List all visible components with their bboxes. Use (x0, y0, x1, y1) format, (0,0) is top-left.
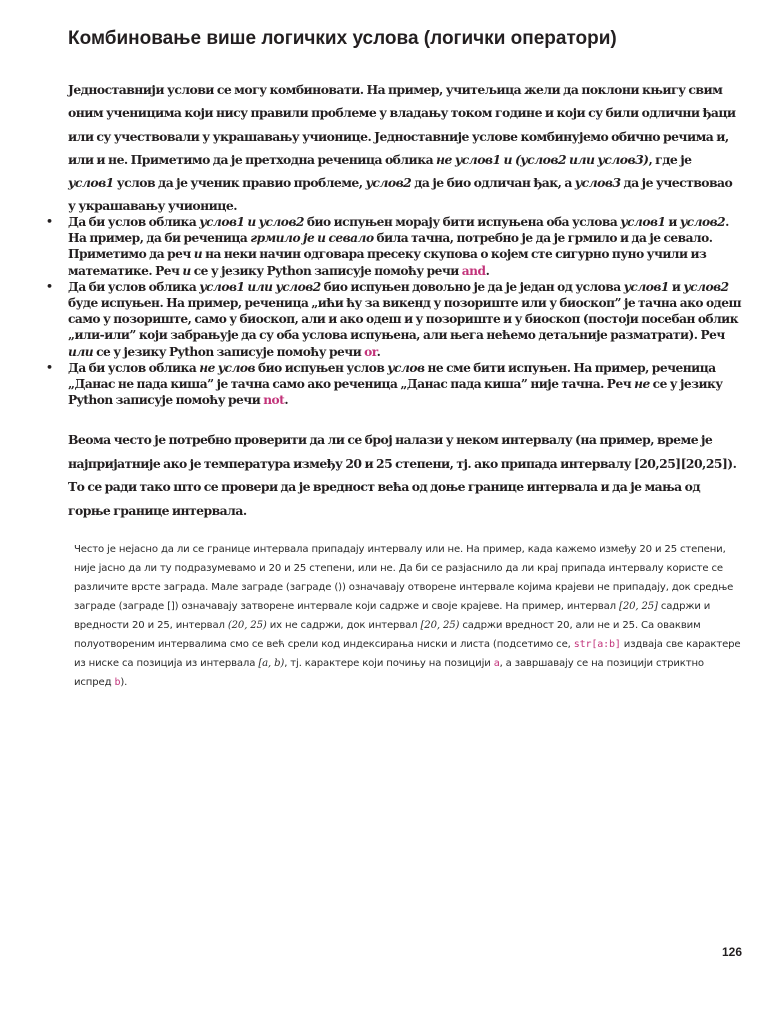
item-text: био испуњен морају бити испуњена оба услова (303, 215, 621, 229)
note-text: садржи и вредности 20 и 25, интервал (74, 601, 711, 631)
note-text: их не садржи, док интервал (266, 620, 421, 631)
item-text: и (665, 215, 680, 229)
python-keyword-and: and (461, 263, 486, 278)
inline-code: a (493, 658, 500, 669)
item-text: . (376, 344, 381, 359)
python-keyword-not: not (263, 393, 285, 408)
intro-text: , (724, 128, 729, 144)
math-interval: [a, b) (258, 658, 285, 669)
item-italic: услов1 (623, 279, 669, 294)
note-text: Често је нејасно да ли се границе интервала припадају интервалу или не. На пример, када кажемо између 20 и 25 степени, није јасно да ли ту подразумевамо и 20 и 25 степени, или не. Да би се разјаснило да ли крај припада интервалу користе се различите врсте заграда. Мале заграде (заграде ()) означавају отворене интервале којима крајеви не припадају, док средње заграде (заграде []) означавају затворене интервале који садрже и своје крајеве. На пример, интервал (74, 544, 734, 612)
condition-form: не услов1 и (услов2 или услов3) (436, 151, 649, 167)
item-text: Да би услов облика (68, 279, 200, 294)
python-keyword-or: or (364, 344, 377, 359)
item-text: била тачна, потребно је да је грмило и да је севало. Приметимо да реч (68, 231, 713, 262)
item-italic: услов1 и услов2 (199, 215, 304, 229)
item-text: . На пример, да би реченица (68, 215, 729, 246)
item-italic: услов2 (679, 215, 726, 229)
intro-text: услов да је ученик правио проблеме, (113, 175, 366, 191)
bullet-icon: • (46, 360, 53, 374)
intro-text: да је учествовао у украшавању учионице. (68, 175, 733, 214)
item-italic: услов1 (620, 215, 666, 229)
item-text: био испуњен услов (255, 360, 388, 375)
word-not: не (108, 151, 124, 167)
intro-text: , где је (648, 151, 692, 167)
item-text: Да би услов облика (68, 215, 200, 229)
item-text: . (485, 263, 490, 278)
page-title: Комбиновање више логичких услова (логички оператори) (68, 28, 617, 49)
interval-note (74, 540, 744, 692)
page-number: 126 (722, 945, 743, 959)
word-and: и (716, 128, 725, 144)
list-item-or (46, 279, 744, 360)
note-text: садржи вредност 20, али не и 25. Са оваквим полуотвореним интервалима смо се већ срели код индексирања ниски и листа (подсетимо се, (74, 620, 701, 650)
list-item-not (46, 360, 744, 409)
condition-name: услов2 (365, 175, 412, 191)
item-italic: или (68, 344, 94, 359)
list-item-and (46, 214, 744, 279)
item-italic: грмило је и севало (250, 231, 374, 246)
intro-text: да је био одличан ђак, а (411, 175, 575, 191)
note-text: , тј. карактере који почињу на позицији (284, 658, 494, 669)
item-text: . (284, 393, 289, 408)
condition-name: услов1 (68, 175, 114, 191)
note-text: издваја све карактере из ниске са позиција из интервала (74, 639, 741, 669)
item-italic: услов2 (683, 279, 729, 294)
intro-text: Једноставнији услови се могу комбиновати. На пример, учитељица жели да поклони књигу свим оним ученицима који нису правили проблеме у владању током године и који су били одлични ђаци или су учествовали у украшавању учионице. Једноставније услове комбинујемо обично речима (68, 82, 736, 144)
item-italic: и (193, 247, 203, 262)
note-text: ). (120, 677, 128, 688)
note-text: , а завршавају се на позицији стриктно испред (74, 658, 704, 688)
item-text: не сме бити испуњен. На пример, реченица „Данас не пада киша” је тачна само ако реченица „Данас пада киша” није тачна. Реч (68, 360, 716, 392)
item-italic: услов1 или услов2 (199, 279, 321, 294)
item-italic: и (182, 263, 191, 278)
item-italic: не (634, 377, 650, 392)
intro-paragraph (68, 78, 740, 218)
operator-list (46, 214, 744, 408)
item-text: се у језику Python записује помоћу речи (190, 263, 462, 278)
inline-code: b (114, 677, 121, 688)
item-text: се у језику Python записује помоћу речи (93, 344, 365, 359)
item-text: буде испуњен. На пример, реченица „ићи ћу за викенд у позориште или у биоскоп” је тачна ако одеш само у позориште, само у биоскоп, али и ако одеш и у позориште и у биоскоп (постоји посебан облик „или-или” који забрањује да су оба услова испуњена, али њега нећемо детаљније разматрати). Реч (68, 296, 742, 343)
item-text: се у језику Python записује помоћу речи (68, 377, 723, 408)
item-text: на неки начин одговара пресеку скупова о којем сте сигурно пуно учили из математике. Реч (68, 247, 707, 278)
intro-text: и (93, 151, 109, 167)
math-interval: [20, 25] (619, 601, 658, 612)
intro-text: . Приметимо да је претходна реченица облика (123, 151, 437, 167)
word-or: или (68, 151, 94, 167)
condition-name: услов3 (574, 175, 621, 191)
bullet-icon: • (46, 279, 53, 293)
interval-paragraph: Веома често је потребно проверити да ли се број налази у неком интервалу (на пример, време је најпријатније ако је температура између 20 и 25 степени, тј. ако припада интервалу [20,25][20,25]). То се ради тако што се провери да је вредност већа од доње границе интервала и да је мања од горње границе интервала. (68, 432, 737, 518)
math-interval: (20, 25) (227, 620, 267, 631)
item-text: Да би услов облика (68, 360, 200, 375)
item-text: био испуњен довољно је да је један од услова (320, 279, 624, 294)
item-italic: услов (387, 360, 425, 375)
item-text: и (668, 279, 684, 294)
item-italic: не услов (199, 360, 256, 375)
inline-code: str[a:b] (573, 639, 621, 650)
bullet-icon: • (46, 215, 53, 228)
math-interval: [20, 25) (420, 620, 460, 631)
